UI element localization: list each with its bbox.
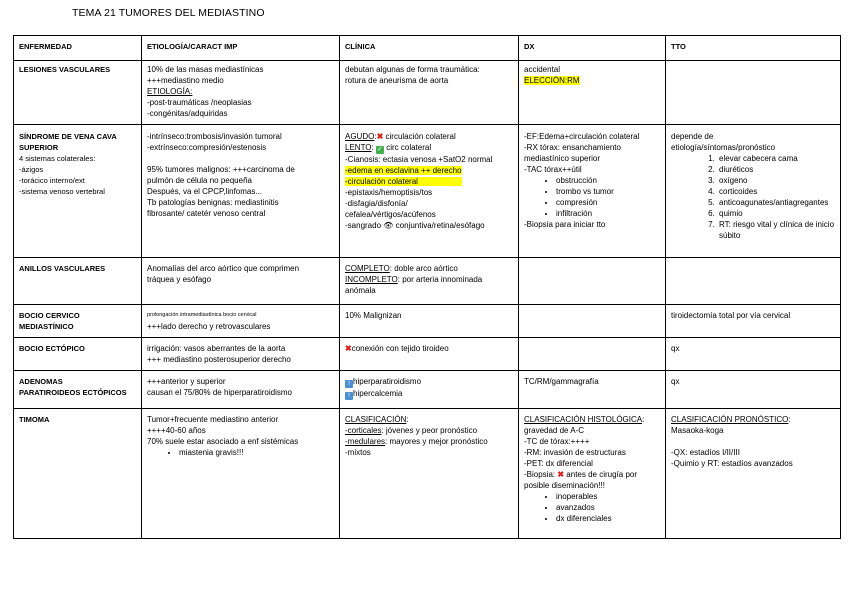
text-line: -RX tórax: ensanchamiento bbox=[524, 143, 621, 152]
mediastino-table bbox=[13, 35, 841, 539]
cross-icon: ✖ bbox=[345, 344, 352, 353]
tto-cell bbox=[666, 61, 841, 125]
dx-cell bbox=[519, 338, 666, 371]
list-item: 5. anticoagunates/antiagregantes bbox=[717, 197, 835, 208]
list-item: • infiltración bbox=[556, 208, 660, 219]
text-line: -TAC tórax++útil bbox=[524, 165, 582, 174]
text-line: prolongación intramediastínica bocio cervical bbox=[147, 312, 257, 318]
row-anillos-vasculares bbox=[14, 258, 841, 305]
text-line: : por arteria innominada bbox=[397, 275, 483, 284]
text-line: : doble arco aórtico bbox=[389, 264, 458, 273]
disease-name: ANILLOS VASCULARES bbox=[14, 258, 142, 305]
row-vena-cava bbox=[14, 125, 841, 258]
text-line: pulmón de célula no pequeña bbox=[147, 176, 252, 185]
dx-cell: CLASIFICACIÓN HISTOLÓGICA: gravedad de A-C -TC de tórax:++++ -RM: invasión de estructuras -PET: dx diferencial -Biopsia: ✖ antes de cirugía por posible diseminación!!! • inoperables • avanzados • dx diferenciales bbox=[519, 409, 666, 539]
clasificacion-pronostico-label: CLASIFICACIÓN PRONÓSTICO bbox=[671, 415, 789, 424]
row-lesiones-vasculares bbox=[14, 61, 841, 125]
text-line: ++++40-60 años bbox=[147, 426, 206, 435]
text-line: BOCIO CERVICO bbox=[19, 311, 80, 320]
text-line: rotura de aneurisma de aorta bbox=[345, 76, 449, 85]
text-line: mediastínico superior bbox=[524, 154, 601, 163]
dx-bullet-list bbox=[524, 175, 660, 219]
text-line: -RM: invasión de estructuras bbox=[524, 448, 626, 457]
highlighted-text: -circulación colateral bbox=[345, 177, 418, 186]
list-item: 4. corticoides bbox=[717, 186, 835, 197]
etiologia-cell bbox=[142, 305, 340, 338]
text-line: +++anterior y superior bbox=[147, 377, 226, 386]
eye-icon: 👁 bbox=[383, 221, 394, 230]
tto-cell: CLASIFICACIÓN PRONÓSTICO: Masaoka-koga -QX: estadíos I/II/III -Quimio y RT: estadíos avanzados bbox=[666, 409, 841, 539]
text-line: antes de cirugía por bbox=[566, 470, 638, 479]
tto-cell: qx bbox=[666, 338, 841, 371]
text-line: -sangrado bbox=[345, 221, 382, 230]
etiologia-cell bbox=[142, 371, 340, 409]
text-line: -EF:Edema+circulación colateral bbox=[524, 132, 640, 141]
text-line: irrigación: vasos aberrantes de la aorta bbox=[147, 344, 286, 353]
text-line: -ázigos bbox=[19, 165, 44, 174]
text-line: conexión con tejido tiroideo bbox=[351, 344, 449, 353]
highlighted-text: -edema en esclavina ++ derecho bbox=[345, 166, 462, 175]
etiologia-cell bbox=[142, 258, 340, 305]
dx-cell bbox=[519, 305, 666, 338]
text-line: fibrosante/ catetér venoso central bbox=[147, 209, 266, 218]
disease-name bbox=[14, 371, 142, 409]
list-item: • obstrucción bbox=[556, 175, 660, 186]
text-line: +++lado derecho y retrovasculares bbox=[147, 322, 271, 331]
text-line: MEDIASTÍNICO bbox=[19, 322, 74, 331]
dx-cell bbox=[519, 125, 666, 258]
clinica-cell bbox=[340, 61, 519, 125]
etio-bullet-list bbox=[147, 447, 334, 458]
text-line: cefalea/vértigos/acúfenos bbox=[345, 210, 436, 219]
header-enfermedad: ENFERMEDAD bbox=[14, 36, 142, 61]
text-line: 95% tumores malignos: +++carcinoma de bbox=[147, 165, 295, 174]
text-line: -Cianosis: ectasia venosa +SatO2 normal bbox=[345, 155, 493, 164]
text-line: anómala bbox=[345, 286, 376, 295]
row-bocio-ectopico bbox=[14, 338, 841, 371]
disease-name bbox=[14, 305, 142, 338]
dx-bullet-list bbox=[524, 491, 660, 524]
disease-name bbox=[14, 125, 142, 258]
text-line: -disfagia/disfonía/ bbox=[345, 199, 408, 208]
clasificacion-histologica-label: CLASIFICACIÓN HISTOLÓGICA bbox=[524, 415, 643, 424]
list-item: 1. elevar cabecera cama bbox=[717, 153, 835, 164]
text-line: circulación colateral bbox=[385, 132, 456, 141]
text-line: ETIOLOGÍA: bbox=[147, 87, 193, 96]
text-line: 4 sistemas colaterales: bbox=[19, 154, 96, 163]
list-item: 3. oxígeno bbox=[717, 175, 835, 186]
arrow-up-icon: ↑ bbox=[345, 380, 353, 388]
blank-line bbox=[147, 153, 334, 164]
text-line: : jóvenes y peor pronóstico bbox=[381, 426, 478, 435]
cross-icon: ✖ bbox=[376, 132, 384, 141]
text-line: -QX: estadíos I/II/III bbox=[671, 448, 740, 457]
corticales-label: -corticales bbox=[345, 426, 382, 435]
text-line: hiperparatiroidismo bbox=[353, 377, 422, 386]
text-line: Masaoka-koga bbox=[671, 426, 724, 435]
disease-name: LESIONES VASCULARES bbox=[14, 61, 142, 125]
text-line: hipercalcemia bbox=[353, 389, 403, 398]
text-line: tráquea y esófago bbox=[147, 275, 212, 284]
etiologia-cell bbox=[142, 338, 340, 371]
tto-cell bbox=[666, 125, 841, 258]
text-line: -sistema venoso vertebral bbox=[19, 187, 105, 196]
text-line: debutan algunas de forma traumática: bbox=[345, 65, 480, 74]
etiologia-cell bbox=[142, 409, 340, 539]
list-item: • avanzados bbox=[556, 502, 660, 513]
text-line: ADENOMAS bbox=[19, 377, 63, 386]
text-line: +++mediastino medio bbox=[147, 76, 224, 85]
list-item: 6. quimio bbox=[717, 208, 835, 219]
text-line: PARATIROIDEOS ECTÓPICOS bbox=[19, 388, 127, 397]
text-line: Tb patologías benignas: mediastinitis bbox=[147, 198, 279, 207]
text-line: -extrínseco:compresión/estenosis bbox=[147, 143, 267, 152]
text-line: SUPERIOR bbox=[19, 143, 59, 152]
clinica-cell: CLASIFICACIÓN: -corticales: jóvenes y peor pronóstico -medulares: mayores y mejor pronóstico -mixtos bbox=[340, 409, 519, 539]
text-line: -intrínseco:trombosis/invasión tumoral bbox=[147, 132, 282, 141]
text-line: gravedad de A-C bbox=[524, 426, 585, 435]
text-line: : mayores y mejor pronóstico bbox=[385, 437, 488, 446]
text-line: posible diseminación!!! bbox=[524, 481, 605, 490]
arrow-up-icon: ↑ bbox=[345, 392, 353, 400]
disease-name: TIMOMA bbox=[14, 409, 142, 539]
etiologia-cell bbox=[142, 61, 340, 125]
tto-cell bbox=[666, 258, 841, 305]
text-line: -epistaxis/hemoptisis/tos bbox=[345, 188, 433, 197]
medulares-label: -medulares bbox=[345, 437, 386, 446]
text-line: 10% de las masas mediastínicas bbox=[147, 65, 264, 74]
clinica-cell: AGUDO:✖ circulación colateral LENTO: ✓ circ colateral -Cianosis: ectasia venosa +SatO2 normal -edema en esclavina ++ derecho -circulación colateral -epistaxis/hemoptisis/tos -disfagia/disfonía/ cefalea/vértigos/acúfenos -sangrado 👁 conjuntiva/retina/esófago bbox=[340, 125, 519, 258]
text-line: -Quimio y RT: estadíos avanzados bbox=[671, 459, 793, 468]
row-adenomas bbox=[14, 371, 841, 409]
clasificacion-label: CLASIFICACIÓN bbox=[345, 415, 407, 424]
blank-line bbox=[671, 436, 835, 447]
text-line: circ colateral bbox=[386, 143, 432, 152]
text-line: -Biopsia: bbox=[524, 470, 556, 479]
clinica-cell bbox=[340, 371, 519, 409]
header-row bbox=[14, 36, 841, 61]
dx-cell bbox=[519, 258, 666, 305]
tto-cell: tiroidectomía total por vía cervical bbox=[666, 305, 841, 338]
text-line: Después, va el CPCP,linfomas... bbox=[147, 187, 263, 196]
row-bocio-cervico bbox=[14, 305, 841, 338]
incompleto-label: INCOMPLETO bbox=[345, 275, 398, 284]
text-line: etiología/síntomas/pronóstico bbox=[671, 143, 776, 152]
text-line: -torácico interno/ext bbox=[19, 176, 85, 185]
text-line: Tumor+frecuente mediastino anterior bbox=[147, 415, 279, 424]
list-item: 2. diuréticos bbox=[717, 164, 835, 175]
agudo-label: AGUDO bbox=[345, 132, 375, 141]
text-line: causan el 75/80% de hiperparatiroidismo bbox=[147, 388, 292, 397]
text-line: 70% suele estar asociado a enf sistémicas bbox=[147, 437, 299, 446]
dx-cell bbox=[519, 61, 666, 125]
text-line: accidental bbox=[524, 65, 561, 74]
clinica-cell bbox=[340, 338, 519, 371]
tto-numbered-list bbox=[671, 153, 835, 241]
clinica-cell: 10% Malignizan bbox=[340, 305, 519, 338]
text-line: -congénitas/adquiridas bbox=[147, 109, 228, 118]
clinica-cell bbox=[340, 258, 519, 305]
document-title: TEMA 21 TUMORES DEL MEDIASTINO bbox=[72, 7, 265, 19]
text-line: -TC de tórax:++++ bbox=[524, 437, 590, 446]
header-etiologia: ETIOLOGÍA/CARACT IMP bbox=[142, 36, 340, 61]
text-line: conjuntiva/retina/esófago bbox=[395, 221, 485, 230]
list-item: 7. RT: riesgo vital y clínica de inicio súbito bbox=[717, 219, 835, 241]
tto-cell: qx bbox=[666, 371, 841, 409]
text-line: depende de bbox=[671, 132, 714, 141]
header-clinica: CLÍNICA bbox=[340, 36, 519, 61]
list-item: • inoperables bbox=[556, 491, 660, 502]
text-line: -mixtos bbox=[345, 448, 371, 457]
lento-label: LENTO bbox=[345, 143, 372, 152]
text-line: +++ mediastino posterosuperior derecho bbox=[147, 355, 291, 364]
check-icon: ✓ bbox=[377, 146, 383, 153]
text-line: Anomalías del arco aórtico que comprimen bbox=[147, 264, 300, 273]
list-item: • miastenia gravis!!! bbox=[179, 447, 334, 458]
etiologia-cell bbox=[142, 125, 340, 258]
dx-cell: TC/RM/gammagrafía bbox=[519, 371, 666, 409]
list-item: • trombo vs tumor bbox=[556, 186, 660, 197]
disease-name: BOCIO ECTÓPICO bbox=[14, 338, 142, 371]
list-item: • dx diferenciales bbox=[556, 513, 660, 524]
list-item: • compresión bbox=[556, 197, 660, 208]
text-line: -post-traumáticas /neoplasias bbox=[147, 98, 252, 107]
text-line: SÍNDROME DE VENA CAVA bbox=[19, 132, 117, 141]
header-dx: DX bbox=[519, 36, 666, 61]
row-timoma bbox=[14, 409, 841, 539]
highlighted-text: ELECCIÓN:RM bbox=[524, 76, 580, 85]
text-line: -Biopsia para iniciar tto bbox=[524, 220, 606, 229]
completo-label: COMPLETO bbox=[345, 264, 390, 273]
header-tto: TTO bbox=[666, 36, 841, 61]
cross-icon: ✖ bbox=[557, 470, 565, 479]
text-line: -PET: dx diferencial bbox=[524, 459, 593, 468]
